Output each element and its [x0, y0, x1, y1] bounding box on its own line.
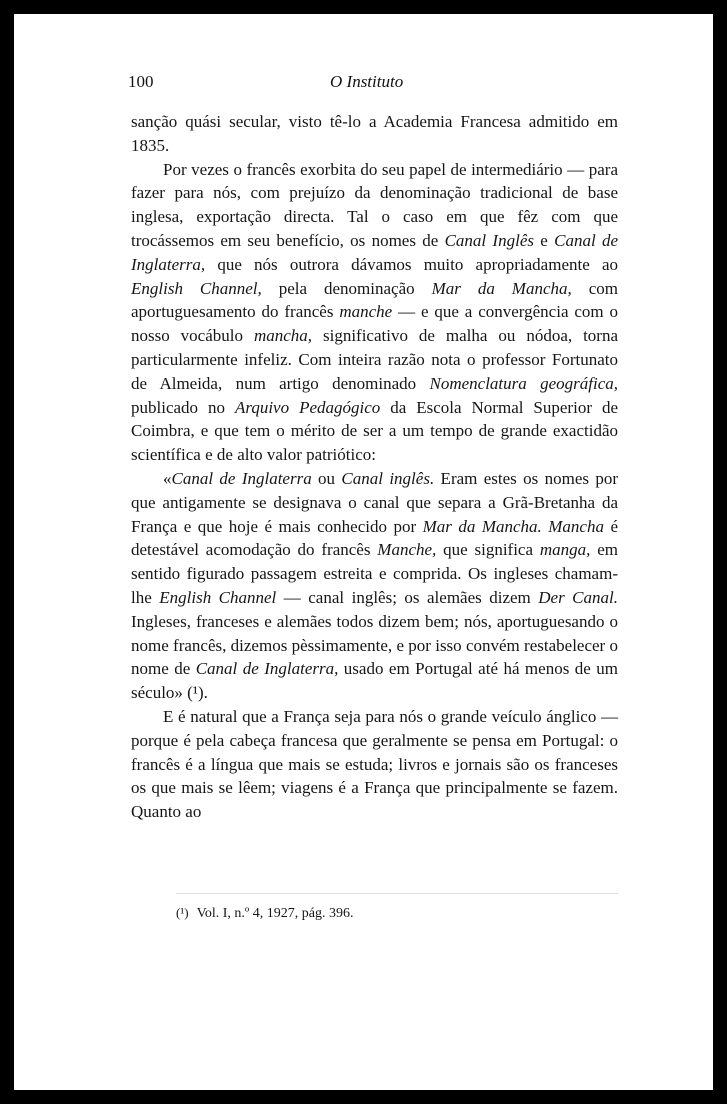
text-run: — e que a convergência com o nosso vocábulo: [131, 302, 619, 346]
italic-text: Mar da Mancha. Mancha: [422, 516, 604, 536]
text-run: publicado no: [131, 397, 235, 417]
italic-text: mancha,: [253, 326, 313, 346]
text-run: com aportuguesamento do francês: [131, 278, 618, 322]
text-run: sanção quási secular, visto tê-lo a Academia Francesa admitido em 1835.: [131, 112, 618, 155]
italic-text: Der Canal.: [538, 587, 618, 607]
text-run: e: [533, 230, 555, 250]
text-run: pela denominação: [261, 278, 432, 298]
paragraph: [131, 467, 618, 705]
text-run: «: [163, 468, 172, 488]
footnote-rule: [176, 893, 618, 894]
italic-text: Nomenclatura geográfica,: [429, 373, 619, 393]
italic-text: Canal de Inglaterra: [171, 468, 312, 488]
text-run: em sentido figurado passagem estreita e comprida. Os ingleses chamam-lhe: [131, 540, 618, 607]
italic-text: Manche,: [377, 540, 437, 560]
page-number: 100: [128, 72, 154, 91]
text-run: que significa: [436, 540, 540, 560]
footnote-text: Vol. I, n.º 4, 1927, pág. 396.: [196, 906, 354, 921]
text-run: E é natural que a França seja para nós o grande veículo ánglico — porque é pela cabeça francesa que geralmente se pensa em Portugal: o francês é a língua que mais se estuda; livros e jornais são os franceses os que mais se lêem; viagens é a França que principalmente se fazem. Quanto ao: [131, 706, 618, 822]
italic-text: Arquivo Pedagógico: [234, 397, 381, 417]
italic-text: Canal inglês.: [341, 468, 435, 488]
text-run: usado em Portugal até há menos de um século» (¹).: [131, 659, 618, 703]
text-run: significativo de malha ou nódoa, torna particularmente infeliz. Com inteira razão nota o professor Fortunato de Almeida, num artigo denominado: [131, 326, 619, 393]
body-text: [131, 110, 618, 824]
footnote: [176, 905, 616, 922]
italic-text: Canal de Inglaterra,: [195, 659, 339, 679]
paragraph: [131, 705, 618, 824]
text-run: ou: [311, 468, 342, 488]
italic-text: Canal Inglês: [444, 230, 534, 250]
text-run: Eram estes os nomes por que antigamente se designava o canal que separa a Grã-Bretanha da França e que hoje é mais conhecido por: [131, 468, 618, 536]
italic-text: English Channel,: [131, 278, 262, 298]
italic-text: Canal de Inglaterra,: [131, 230, 619, 274]
paragraph: [131, 110, 618, 158]
text-run: Por vezes o francês exorbita do seu papel de intermediário — para fazer para nós, com prejuízo da denominação tradicional de base inglesa, exportação directa. Tal o caso em que fêz com que trocássemos em seu benefício, os nomes de: [131, 159, 618, 250]
page-header: [128, 70, 618, 96]
text-run: é detestável acomodação do francês: [131, 516, 618, 560]
italic-text: manche: [339, 302, 393, 322]
text-run: Ingleses, franceses e alemães todos dizem bem; nós, aportuguesando o nome francês, dizemos pèssimamente, e por isso convém restabelecer o nome de: [131, 611, 618, 679]
italic-text: Mar da Mancha,: [431, 278, 572, 298]
italic-text: English Channel: [159, 587, 277, 607]
text-run: da Escola Normal Superior de Coimbra, e que tem o mérito de ser a um tempo de grande exactidão scientífica e de alto valor patriótico:: [131, 397, 618, 465]
paragraph: [131, 158, 618, 467]
footnote-marker: (¹): [176, 905, 189, 920]
italic-text: manga,: [539, 540, 591, 560]
running-title: O Instituto: [330, 72, 404, 91]
text-run: que nós outrora dávamos muito apropriadamente ao: [205, 254, 618, 274]
text-run: — canal inglês; os alemães dizem: [276, 587, 539, 607]
